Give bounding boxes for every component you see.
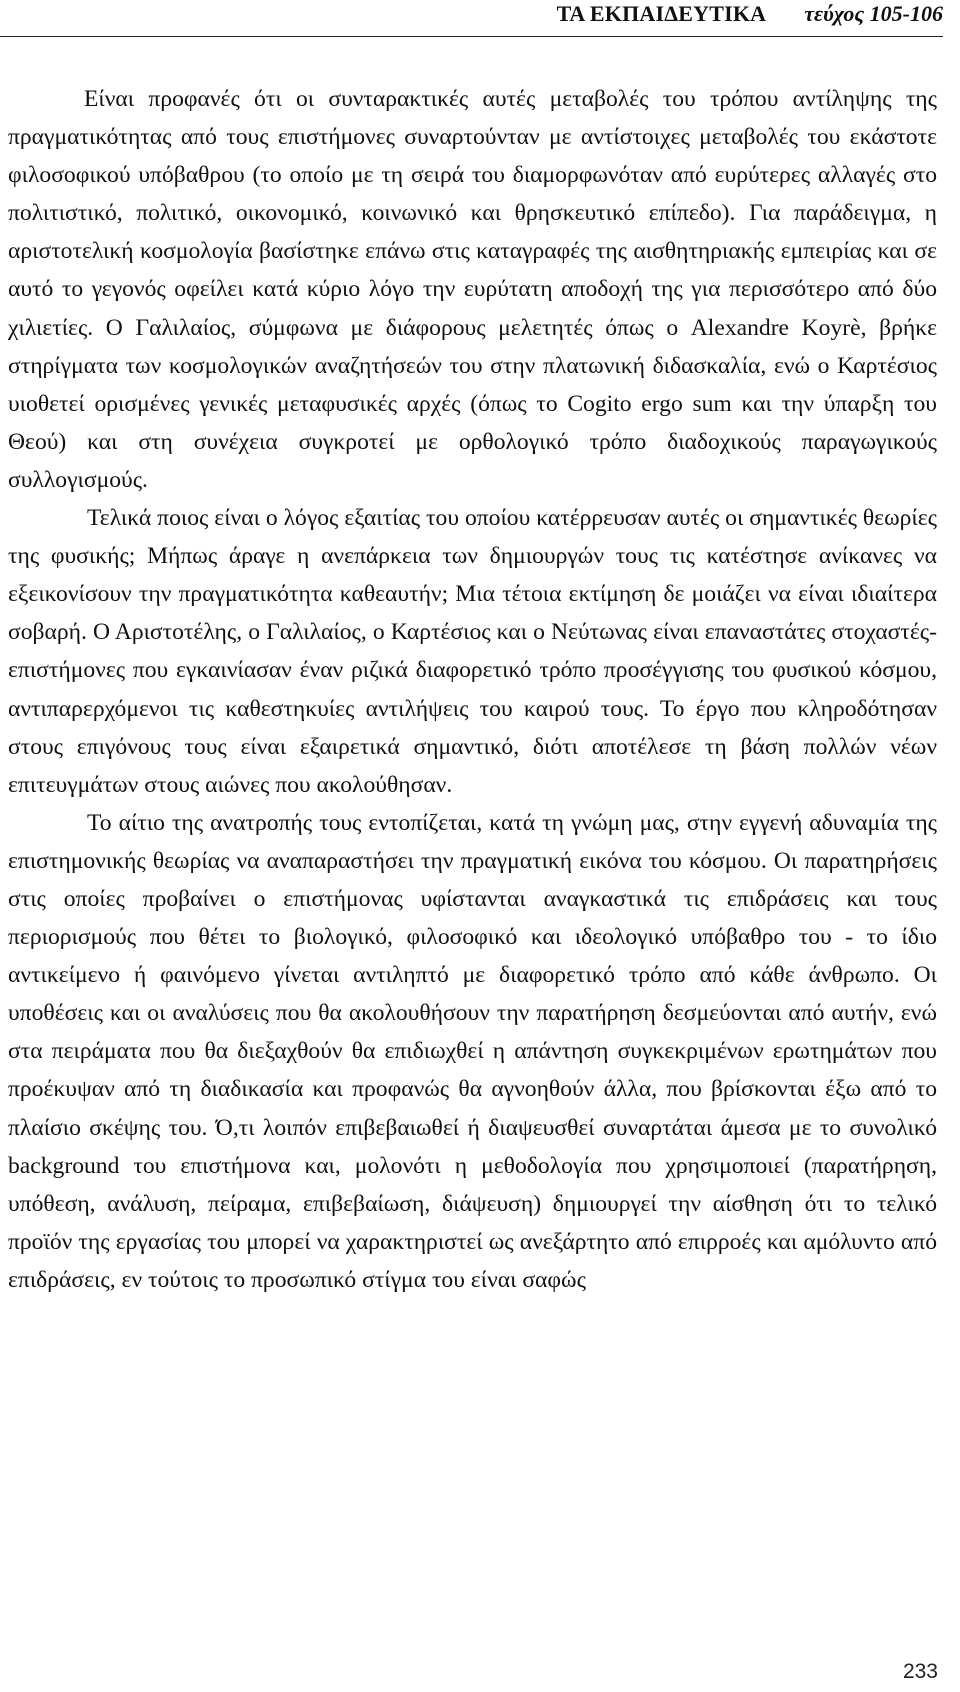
paragraph: Τελικά ποιος είναι ο λόγος εξαιτίας του οποίου κατέρρευσαν αυτές οι σημαντικές θεωρίες της φυσικής; Μήπως άραγε η ανεπάρκεια των δημιουργών τους τις κατέστησε ανίκανες να εξεικονίσουν την πραγματικότητα καθεαυτήν; Μια τέτοια εκτίμηση δε μοιάζει να είναι ιδιαίτερα σοβαρή. Ο Αριστοτέλης, ο Γαλιλαίος, ο Καρτέσιος και ο Νεύτωνας είναι επαναστάτες στοχαστές-επιστήμονες που εγκαινίασαν έναν ριζικά διαφορετικό τρόπο προσέγγισης του φυσικού κόσμου, αντιπαρερχόμενοι τις καθεστηκυίες αντιλήψεις του καιρού τους. Το έργο που κληροδότησαν στους επιγόνους τους είναι εξαιρετικά σημαντικό, διότι αποτέλεσε τη βάση πολλών νέων επιτευγμάτων στους αιώνες που ακολούθησαν. bbox=[8, 505, 937, 798]
running-header bbox=[0, 0, 943, 37]
page-number: 233 bbox=[902, 1660, 938, 1683]
journal-title: ΤΑ ΕΚΠΑΙΔΕΥΤΙΚΑ bbox=[556, 1, 767, 26]
issue-number: τεύχος 105-106 bbox=[804, 1, 943, 26]
article-body bbox=[8, 80, 937, 1299]
paragraph: Το αίτιο της ανατροπής τους εντοπίζεται, κατά τη γνώμη μας, στην εγγενή αδυναμία της επιστημονικής θεωρίας να αναπαραστήσει την πραγματική εικόνα του κόσμου. Οι παρατηρήσεις στις οποίες προβαίνει ο επιστήμονας υφίστανται αναγκαστικά τις επιδράσεις και τους περιορισμούς που θέτει το βιολογικό, φιλοσοφικό και ιδεολογικό υπόβαθρο του - το ίδιο αντικείμενο ή φαινόμενο γίνεται αντιληπτό με διαφορετικό τρόπο από κάθε άνθρωπο. Οι υποθέσεις και οι αναλύσεις που θα ακολουθήσουν την παρατήρηση δεσμεύονται από αυτήν, ενώ στα πειράματα που θα διεξαχθούν θα επιδιωχθεί η απάντηση συγκεκριμένων ερωτημάτων που προέκυψαν από τη διαδικασία και προφανώς θα αγνοηθούν άλλα, που βρίσκονται έξω από το πλαίσιο σκέψης του. Ό,τι λοιπόν επιβεβαιωθεί ή διαψευσθεί συναρτάται άμεσα με το συνολικό background του επιστήμονα και, μολονότι η μεθοδολογία που χρησιμοποιεί (παρατήρηση, υπόθεση, ανάλυση, πείραμα, επιβεβαίωση, διάψευση) δημιουργεί την αίσθηση ότι το τελικό προϊόν της εργασίας του μπορεί να χαρακτηριστεί ως ανεξάρτητο από επιρροές και αμόλυντο από επιδράσεις, εν τούτοις το προσωπικό στίγμα του είναι σαφώς bbox=[8, 809, 937, 1293]
paragraph: Είναι προφανές ότι οι συνταρακτικές αυτές μεταβολές του τρόπου αντίληψης της πραγματικότητας από τους επιστήμονες συναρτούνταν με αντίστοιχες μεταβολές του εκάστοτε φιλοσοφικού υπόβαθρου (το οποίο με τη σειρά του διαμορφωνόταν από ευρύτερες αλλαγές στο πολιτιστικό, πολιτικό, οικονομικό, κοινωνικό και θρησκευτικό επίπεδο). Για παράδειγμα, η αριστοτελική κοσμολογία βασίστηκε επάνω στις καταγραφές της αισθητηριακής εμπειρίας και σε αυτό το γεγονός οφείλει κατά κύριο λόγο την ευρύτατη αποδοχή της για περισσότερο από δύο χιλιετίες. Ο Γαλιλαίος, σύμφωνα με διάφορους μελετητές όπως ο Alexandre Koyrè, βρήκε στηρίγματα των κοσμολογικών αναζητήσεών του στην πλατωνική διδασκαλία, ενώ ο Καρτέσιος υιοθετεί ορισμένες γενικές μεταφυσικές αρχές (όπως το Cogito ergo sum και την ύπαρξη του Θεού) και στη συνέχεια συγκροτεί με ορθολογικό τρόπο διαδοχικούς παραγωγικούς συλλογισμούς. bbox=[8, 86, 937, 493]
